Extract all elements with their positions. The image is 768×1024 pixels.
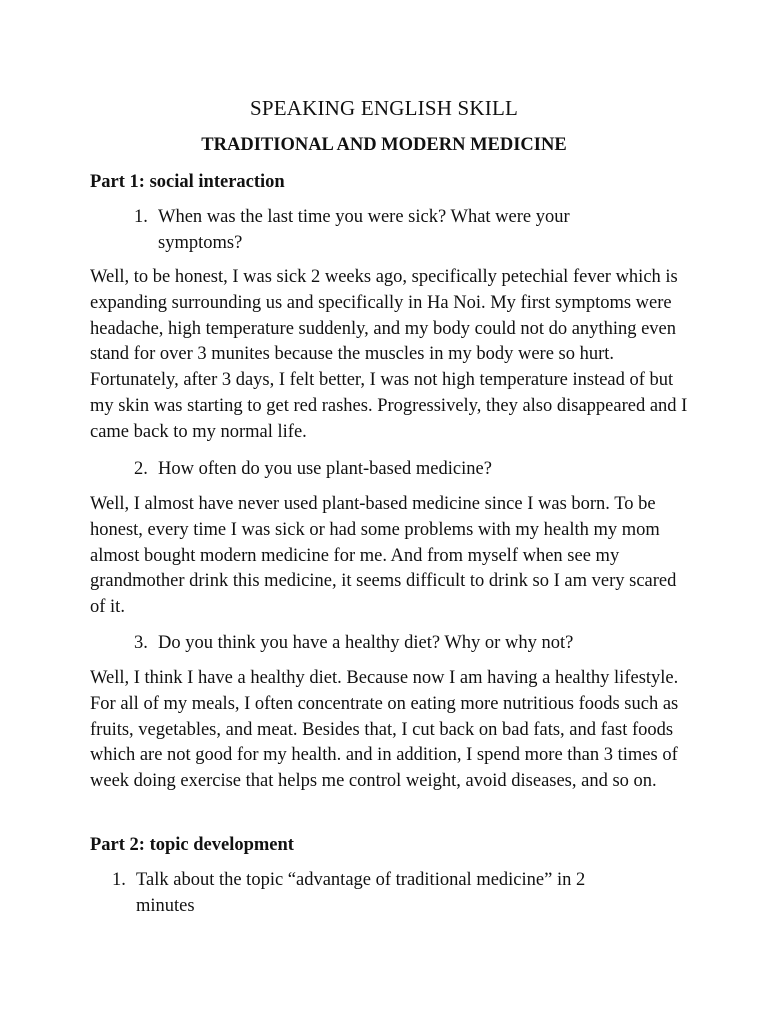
- part2-heading: Part 2: topic development: [90, 835, 294, 855]
- topic-question-1: [112, 867, 652, 923]
- question-2-number: 2.: [134, 459, 148, 479]
- answer-2: Well, I almost have never used plant-based medicine since I was born. To be honest, every time I was sick or had some problems with my health my mom almost bought modern medicine for me. And from myself when see my grandmother drink this medicine, it seems difficult to drink so I am very scared of it.: [90, 494, 677, 618]
- topic-question-1-text: Talk about the topic “advantage of traditional medicine” in 2 minutes: [136, 870, 586, 916]
- question-3: [134, 630, 654, 658]
- question-1-text: When was the last time you were sick? What were your symptoms?: [158, 207, 570, 253]
- question-2: [134, 456, 634, 484]
- answer-1: Well, to be honest, I was sick 2 weeks ago, specifically petechial fever which is expanding surrounding us and specifically in Ha Noi. My first symptoms were headache, high temperature suddenly, and my body could not do anything even stand for over 3 munites because the muscles in my body were so hurt. Fortunately, after 3 days, I felt better, I was not high temperature instead of but my skin was starting to get red rashes. Progressively, they also disappeared and I came back to my normal life.: [90, 267, 688, 442]
- document-title: SPEAKING ENGLISH SKILL: [249, 96, 519, 120]
- question-1: [134, 204, 634, 260]
- question-2-text: How often do you use plant-based medicine?: [158, 459, 492, 479]
- answer-3: Well, I think I have a healthy diet. Because now I am having a healthy lifestyle. For all of my meals, I often concentrate on eating more nutritious foods such as fruits, vegetables, and meat. Besides that, I cut back on bad fats, and fast foods which are not good for my health. and in addition, I spend more than 3 times of week doing exercise that helps me control weight, avoid diseases, and so on.: [90, 668, 679, 792]
- topic-question-1-number: 1.: [112, 870, 126, 890]
- part1-heading: Part 1: social interaction: [90, 172, 285, 192]
- question-3-number: 3.: [134, 633, 148, 653]
- question-1-number: 1.: [134, 207, 148, 227]
- question-3-text: Do you think you have a healthy diet? Why or why not?: [158, 633, 574, 653]
- document-subtitle: TRADITIONAL AND MODERN MEDICINE: [201, 135, 567, 155]
